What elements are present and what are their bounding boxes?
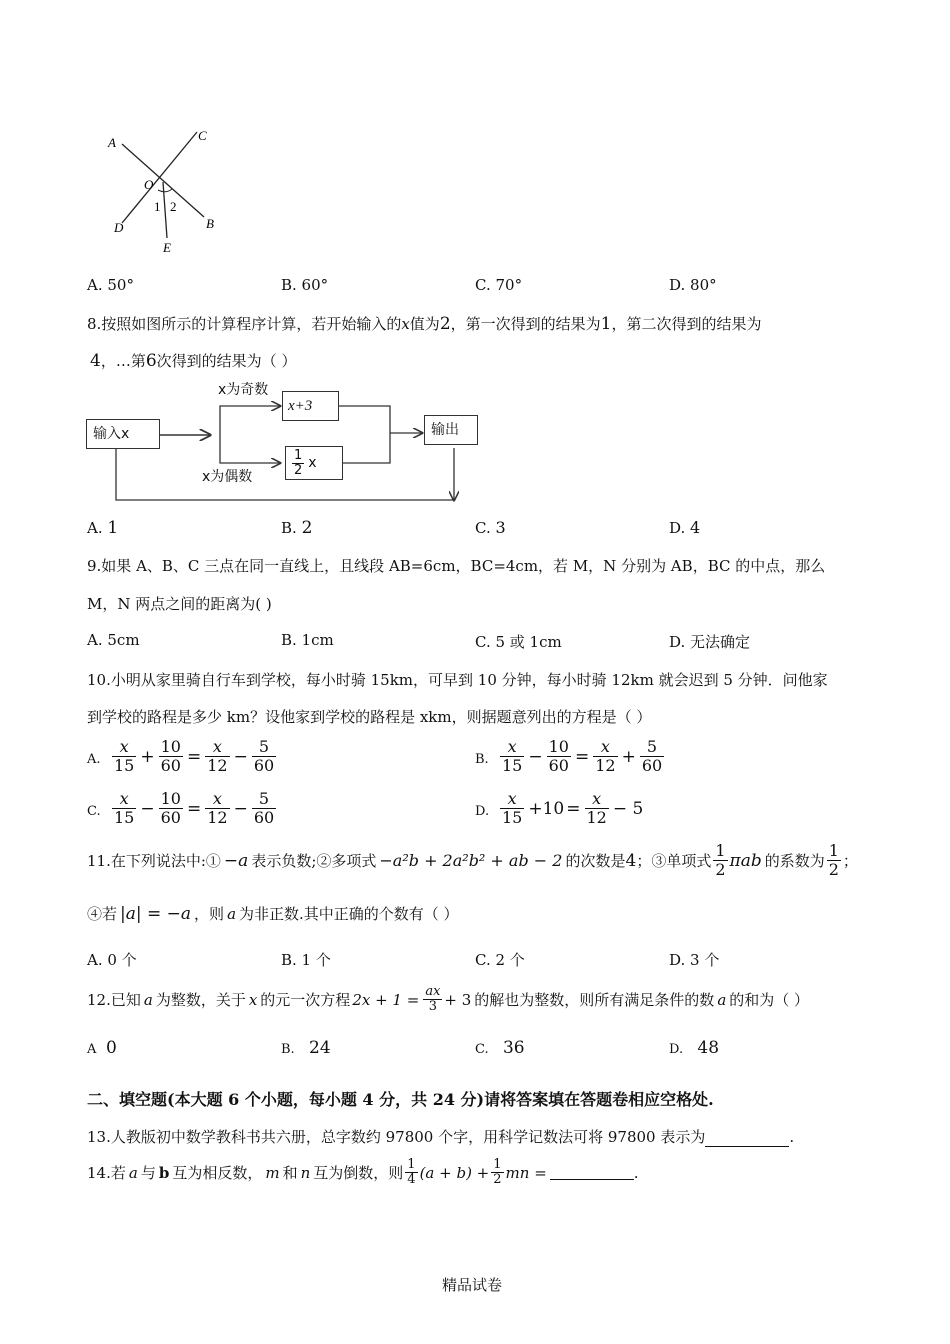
q8-option-c[interactable]: [475, 518, 506, 537]
frac-den: 15: [502, 756, 523, 775]
frac-half: [491, 1158, 503, 1187]
option-letter: A: [87, 1042, 97, 1057]
label-O: O: [144, 177, 154, 192]
frac: [112, 738, 136, 775]
frac: [252, 738, 276, 775]
q14-text: 与: [140, 1164, 156, 1182]
frac: [500, 738, 524, 775]
label-2: 2: [170, 199, 177, 214]
flow-odd-expr: x+3: [288, 398, 313, 414]
value-2: 2: [439, 314, 451, 334]
frac-num: x: [205, 738, 229, 757]
var-n: n: [300, 1163, 311, 1182]
q12-text: 为整数，关于: [155, 991, 246, 1009]
q9-line2: M，N 两点之间的距离为( ): [87, 595, 272, 613]
frac-den: 60: [160, 808, 181, 827]
q11-option-a[interactable]: A. 0 个: [87, 951, 137, 969]
q12-option-b[interactable]: [281, 1038, 331, 1058]
frac-den: 12: [595, 756, 616, 775]
expr-neg-a: −a: [223, 850, 249, 871]
line-AB: [122, 144, 204, 217]
operator: =: [186, 746, 202, 767]
ray-OE: [163, 182, 167, 238]
q10-option-d-equation[interactable]: [498, 790, 643, 827]
value-6: 6: [145, 351, 157, 371]
frac-num: x: [112, 738, 136, 757]
q13-answer-blank[interactable]: [705, 1132, 789, 1147]
option-value: 24: [309, 1038, 331, 1058]
angle-arc: [158, 189, 172, 192]
option-value: 48: [697, 1038, 720, 1058]
q12-option-a[interactable]: [87, 1038, 117, 1058]
operator: −: [140, 798, 155, 819]
frac: [593, 738, 617, 775]
operator: +: [140, 746, 155, 767]
flow-odd-label: x为奇数: [218, 382, 269, 398]
flow-input-box: 输入x: [86, 419, 160, 449]
option-letter: D.: [669, 1042, 684, 1057]
frac-quarter: [405, 1158, 417, 1187]
label-C: C: [198, 128, 207, 143]
var-x: x: [248, 990, 258, 1009]
var-b: b: [158, 1163, 170, 1182]
q12-text: 的解也为整数，则所有满足条件的数: [474, 991, 715, 1009]
q14-text: 和: [282, 1164, 298, 1182]
flow-even-label: x为偶数: [202, 469, 253, 485]
expr-monomial: πab: [729, 850, 762, 871]
frac-num: 1: [715, 841, 726, 860]
option-letter: B.: [281, 519, 297, 537]
frac: [252, 790, 276, 827]
q12-text: 12.已知: [87, 991, 141, 1009]
var-a: a: [143, 990, 153, 1009]
frac-den: 60: [253, 808, 275, 827]
q8-option-b[interactable]: [281, 518, 312, 538]
frac-num: 10: [160, 737, 181, 756]
q11-text: ；: [842, 852, 858, 870]
frac: [585, 790, 609, 827]
q14-text: .: [633, 1163, 639, 1182]
frac-den: 60: [253, 756, 275, 775]
option-letter: D.: [669, 519, 686, 537]
option-value: 0: [105, 1038, 117, 1058]
section-2-title: 二、填空题(本大题 6 个小题，每小题 4 分，共 24 分)请将答案填在答题卷相应空格处.: [87, 1090, 714, 1109]
flow-even-box: [285, 446, 343, 480]
operator: −: [233, 798, 248, 819]
option-letter: B.: [281, 1042, 295, 1057]
q8-text: ，…第: [100, 352, 146, 370]
q10-option-a-equation[interactable]: [110, 738, 278, 775]
frac-num: x: [205, 790, 229, 809]
q11-text: 的次数是: [565, 852, 626, 870]
q8-text: ，第二次得到的结果为: [611, 315, 762, 333]
option-letter: A.: [87, 519, 103, 537]
q8-text: 值为: [409, 315, 440, 333]
value-1: 1: [600, 314, 612, 334]
q9-option-a[interactable]: A. 5cm: [87, 631, 140, 649]
q10-option-c-letter[interactable]: C.: [87, 804, 101, 819]
eq-frac: [423, 985, 442, 1014]
q14-text: 互为相反数，: [172, 1164, 263, 1182]
frac-num: 1: [294, 447, 303, 463]
q13-text: .: [789, 1128, 795, 1146]
option-value: 1: [107, 518, 119, 538]
operator: =: [566, 798, 581, 819]
frac-den: 15: [114, 756, 135, 775]
option-value: 36: [502, 1038, 525, 1058]
frac-num: x: [112, 790, 136, 809]
q7-option-d[interactable]: D. 80°: [669, 276, 717, 294]
option-letter: C.: [475, 1042, 489, 1057]
frac-den: 12: [586, 808, 607, 827]
q14-answer-blank[interactable]: [550, 1165, 634, 1180]
frac-den: 15: [114, 808, 135, 827]
frac: [159, 790, 183, 827]
operator: −: [528, 746, 543, 767]
frac-den: 60: [160, 756, 181, 775]
q11-text: 11.在下列说法中:①: [87, 852, 221, 870]
frac-half: [713, 842, 727, 879]
var-m: m: [265, 1163, 280, 1182]
q12-text: 的和为（ ）: [729, 991, 810, 1009]
q10-line2: 到学校的路程是多少 km？设他家到学校的路程是 xkm，则据题意列出的方程是（ ）: [87, 708, 652, 726]
frac-num: x: [500, 738, 524, 757]
q9-option-d[interactable]: D. 无法确定: [669, 633, 751, 651]
operator: =: [574, 746, 590, 767]
q8-option-a[interactable]: [87, 518, 118, 538]
flow-even-var: x: [308, 455, 317, 471]
label-E: E: [163, 240, 171, 255]
frac-num: 5: [252, 738, 276, 757]
q12-option-c[interactable]: [475, 1038, 525, 1058]
frac: [547, 738, 571, 775]
angle-figure: [100, 120, 230, 260]
label-1: 1: [154, 199, 161, 214]
q7-option-b[interactable]: B. 60°: [281, 276, 329, 294]
expr-abs: |a| = −a: [120, 904, 192, 924]
q12-text: 的元一次方程: [260, 991, 351, 1009]
frac-num: 5: [640, 738, 664, 757]
flow-even-frac: [292, 449, 304, 478]
q8-line2: [90, 350, 296, 371]
frac-num: 1: [828, 841, 839, 860]
value-4: 4: [90, 351, 101, 371]
frac-den: 15: [502, 808, 523, 827]
q10-option-c-equation[interactable]: [110, 790, 278, 827]
frac: [205, 738, 229, 775]
q11-option-b[interactable]: B. 1 个: [281, 951, 331, 969]
frac: [500, 790, 524, 827]
eq-left: 2x + 1 =: [352, 990, 420, 1009]
frac-num: ax: [425, 984, 441, 999]
expr-mid: (a + b) +: [419, 1163, 490, 1182]
frac-den: 4: [407, 1172, 416, 1187]
operator: =: [186, 798, 202, 819]
q11-text: 表示负数;②多项式: [251, 852, 377, 870]
q8-line1: [87, 313, 762, 334]
operator: +10: [528, 798, 565, 819]
q11-text: 的系数为: [764, 852, 825, 870]
q14-text: 互为倒数，则: [313, 1164, 404, 1182]
q10-option-b-equation[interactable]: [498, 738, 666, 775]
label-A: A: [108, 135, 116, 150]
label-B: B: [206, 216, 214, 231]
flow-output-box: 输出: [424, 415, 478, 445]
expr-tail: mn =: [505, 1163, 547, 1182]
q11-line2: [87, 903, 459, 924]
frac: [205, 790, 229, 827]
frac-num: 10: [160, 789, 181, 808]
q10-line1: 10.小明从家里骑自行车到学校，每小时骑 15km，可早到 10 分钟，每小时骑 12km 就会迟到 5 分钟．问他家: [87, 671, 828, 689]
label-D: D: [114, 220, 124, 235]
frac: [159, 738, 183, 775]
q10-option-d-letter[interactable]: D.: [475, 804, 490, 819]
frac-den: 12: [207, 756, 228, 775]
frac-num: x: [593, 738, 617, 757]
q11-text: 为非正数.其中正确的个数有（ ）: [239, 905, 459, 923]
q9-option-c[interactable]: C. 5 或 1cm: [475, 633, 562, 651]
var-a: a: [128, 1163, 138, 1182]
q14-text: 14.若: [87, 1164, 126, 1182]
q11-option-c[interactable]: C. 2 个: [475, 951, 525, 969]
option-value: 2: [301, 518, 313, 538]
q7-option-c[interactable]: C. 70°: [475, 276, 523, 294]
frac-den: 2: [715, 860, 726, 879]
frac-num: 5: [252, 790, 276, 809]
frac-num: x: [500, 790, 524, 809]
q11-text: ④若: [87, 905, 118, 923]
operator: −: [233, 746, 248, 767]
frac-den: 60: [548, 756, 569, 775]
frac-num: 10: [548, 737, 569, 756]
frac-den: 12: [207, 808, 228, 827]
q8-text: 次得到的结果为（ ）: [156, 352, 297, 370]
var-a: a: [717, 990, 727, 1009]
page-footer: 精品试卷: [442, 1276, 503, 1294]
q12-line: [87, 985, 809, 1014]
q10-option-a-letter[interactable]: A.: [87, 752, 101, 767]
q8-text: ，第一次得到的结果为: [450, 315, 601, 333]
var-x: x: [401, 315, 410, 333]
option-value: 4: [690, 518, 701, 537]
frac-den: 3: [428, 999, 437, 1014]
frac-den: 2: [294, 462, 303, 478]
q14-line: [87, 1158, 639, 1187]
frac-den: 2: [828, 860, 839, 879]
option-letter: C.: [475, 519, 491, 537]
frac-half: [827, 842, 841, 879]
value-degree: 4: [625, 850, 637, 871]
q8-option-d[interactable]: [669, 518, 700, 537]
q11-text: ；③单项式: [636, 852, 712, 870]
q11-text: ，则: [194, 905, 225, 923]
q11-line1: [87, 842, 858, 879]
frac-num: 1: [407, 1157, 416, 1172]
q9-line1: 9.如果 A、B、C 三点在同一直线上，且线段 AB=6cm，BC=4cm，若 M，N 分别为 AB，BC 的中点，那么: [87, 557, 826, 575]
q8-text: 8.按照如图所示的计算程序计算，若开始输入的: [87, 315, 402, 333]
frac-num: 1: [493, 1157, 502, 1172]
q10-option-b-letter[interactable]: B.: [475, 752, 489, 767]
frac: [112, 790, 136, 827]
q9-option-b[interactable]: B. 1cm: [281, 631, 334, 649]
q7-option-a[interactable]: A. 50°: [87, 276, 134, 294]
q11-option-d[interactable]: D. 3 个: [669, 951, 720, 969]
eq-right: + 3: [444, 990, 472, 1009]
operator: +: [621, 746, 636, 767]
flow-odd-box: [282, 391, 339, 421]
frac: [640, 738, 664, 775]
q13-line: [87, 1126, 794, 1147]
frac-num: x: [585, 790, 609, 809]
expr-polynomial: −a²b + 2a²b² + ab − 2: [379, 851, 563, 870]
q13-text: 13.人教版初中数学教科书共六册，总字数约 97800 个字，用科学记数法可将 97800 表示为: [87, 1128, 706, 1146]
var-a: a: [227, 905, 237, 923]
frac-den: 2: [493, 1172, 502, 1187]
operator: − 5: [612, 798, 644, 819]
option-value: 3: [495, 518, 506, 537]
q12-option-d[interactable]: [669, 1038, 719, 1058]
frac-den: 60: [641, 756, 663, 775]
